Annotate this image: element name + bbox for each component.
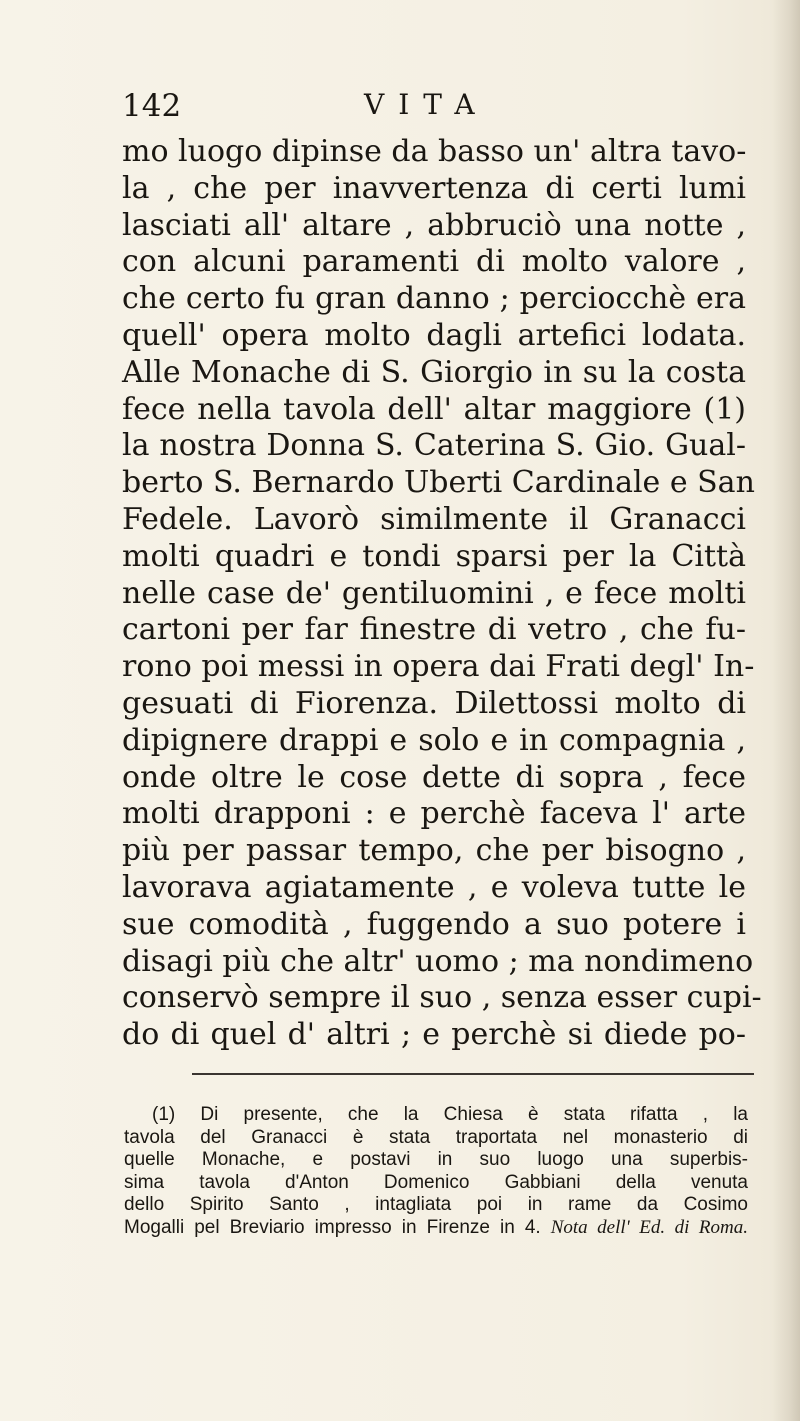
text-line: lavorava agiatamente , e voleva tutte le (122, 869, 746, 905)
text-line: rono poi messi in opera dai Frati degl' In- (122, 649, 755, 685)
text-line: molti drapponi : e perchè faceva l' arte (122, 796, 746, 832)
text-line: Alle Monache di S. Giorgio in su la costa (122, 354, 746, 390)
text-line: cartoni per far finestre di vetro , che fu- (122, 612, 746, 648)
running-head: VITA (364, 88, 489, 121)
footnote-line: dello Spirito Santo , intagliata poi in rame da Cosimo (124, 1194, 748, 1216)
footnote-line: (1) Di presente, che la Chiesa è stata rifatta , la (152, 1104, 748, 1125)
text-line: la , che per inavvertenza di certi lumi (122, 170, 746, 206)
text-line: onde oltre le cose dette di sopra , fece (122, 759, 746, 795)
text-line: che certo fu gran danno ; perciocchè era (122, 281, 746, 317)
footnote-line: Mogalli pel Breviario impresso in Firenze in 4. (124, 1216, 541, 1238)
page-header (122, 88, 722, 132)
text-line: con alcuni paramenti di molto valore , (122, 244, 746, 280)
page-number: 142 (122, 88, 182, 124)
footnote-attribution: Nota dell' Ed. di Roma. (550, 1216, 748, 1238)
footnote-line: tavola del Granacci è stata traportata nel monasterio di (124, 1126, 748, 1148)
text-line: più per passar tempo, che per bisogno , (122, 833, 746, 869)
text-line: conservò sempre il suo , senza esser cupi- (122, 980, 762, 1016)
text-line: nelle case de' gentiluomini , e fece molti (122, 575, 746, 611)
footnote (124, 1104, 748, 1240)
text-line: lasciati all' altare , abbruciò una notte , (122, 207, 746, 243)
footnote-line: sima tavola d'Anton Domenico Gabbiani della venuta (124, 1171, 748, 1193)
text-line: quell' opera molto dagli artefici lodata. (122, 317, 746, 353)
page-edge-shadow (772, 0, 800, 1421)
footnote-rule (192, 1073, 754, 1075)
text-line: la nostra Donna S. Caterina S. Gio. Gual- (122, 428, 746, 464)
text-line: dipignere drappi e solo e in compagnia , (122, 722, 746, 758)
footnote-line: quelle Monache, e postavi in suo luogo una superbis- (124, 1149, 748, 1171)
text-line: sue comodità , fuggendo a suo potere i (122, 906, 746, 942)
text-line: Fedele. Lavorò similmente il Granacci (122, 501, 746, 537)
text-line: molti quadri e tondi sparsi per la Città (122, 538, 746, 574)
text-line: disagi più che altr' uomo ; ma nondimeno (122, 943, 754, 979)
text-line: fece nella tavola dell' altar maggiore (1) (122, 391, 746, 427)
text-line: berto S. Bernardo Uberti Cardinale e San (122, 465, 755, 501)
text-line: do di quel d' altri ; e perchè si diede po- (122, 1017, 746, 1053)
main-text (122, 134, 762, 1054)
footnote-line-with-attribution (124, 1217, 748, 1240)
text-line: gesuati di Fiorenza. Dilettossi molto di (122, 685, 746, 721)
text-line: mo luogo dipinse da basso un' altra tavo- (122, 134, 747, 169)
